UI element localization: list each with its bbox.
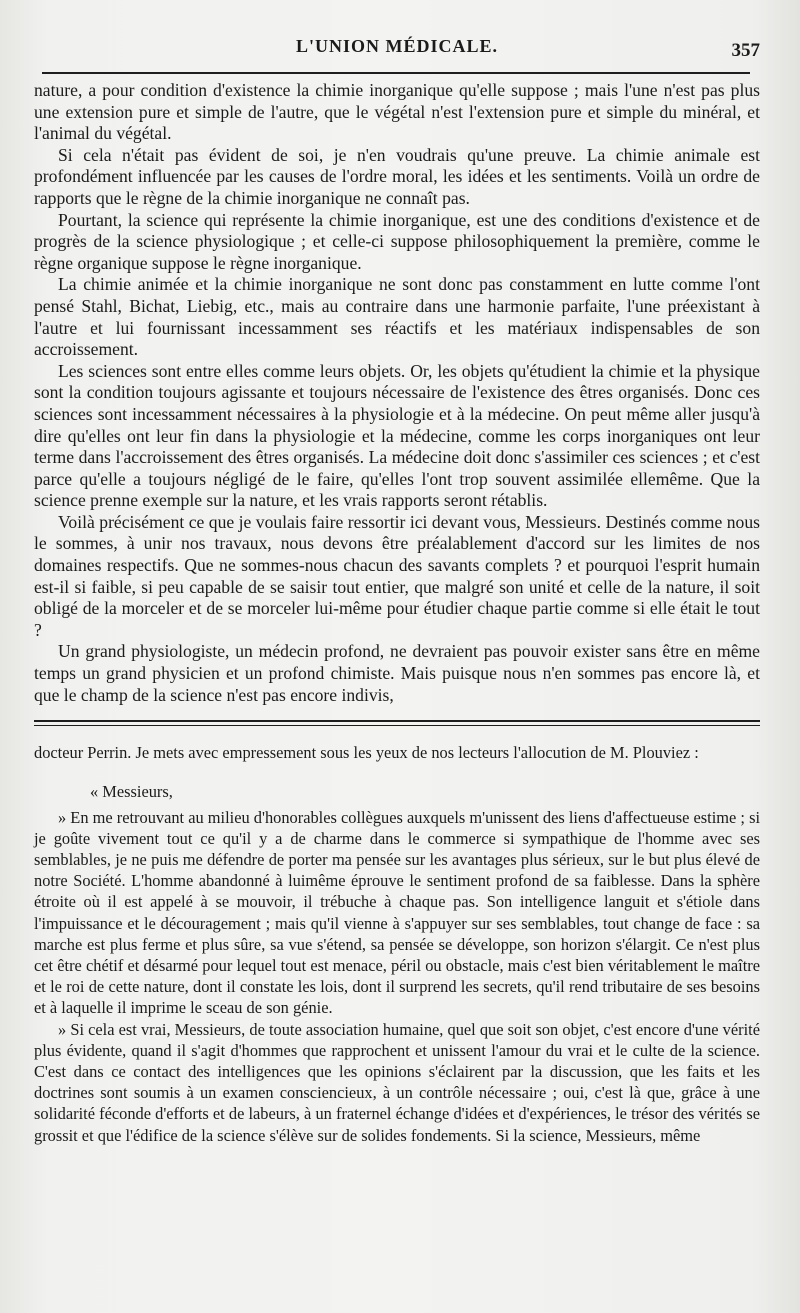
page-header [34,30,760,66]
feuilleton-text [34,742,760,1146]
header-rule [42,72,750,74]
section-divider [34,720,760,726]
main-paragraph: La chimie animée et la chimie inorganique ne sont donc pas constamment en lutte comme l'ont pensé Stahl, Bichat, Liebig, etc., mais au contraire dans une harmonie parfaite, l'une préexistant à l'autre et lui fournissant incessamment ses réactifs et les matériaux indispensables de son accroissement. [34,274,760,360]
page-number: 357 [731,40,760,61]
main-paragraph: Les sciences sont entre elles comme leurs objets. Or, les objets qu'étudient la chimie et la physique sont la condition toujours agissante et toujours nécessaire de l'existence des êtres organisés. Donc ces sciences sont incessamment nécessaires à la physiologie et à la médecine. On peut même aller jusqu'à dire qu'elles ont leur fin dans la physiologie et la médecine, comme les corps inorganiques ont leur terme dans l'accroissement des êtres organisés. La médecine doit donc s'assimiler ces sciences ; et c'est parce qu'elle a toujours négligé de le faire, qu'elles l'ont trop souvent assimilée ellemême. Que la science prenne exemple sur la nature, et les vrais rapports seront rétablis. [34,360,760,511]
main-paragraph: Si cela n'était pas évident de soi, je n'en voudrais qu'une preuve. La chimie animale est profondément influencée par les causes de l'ordre moral, les idées et les sentiments. Voilà un ordre de rapports que le règne de la chimie inorganique ne connaît pas. [34,144,760,208]
main-paragraph: Un grand physiologiste, un médecin profond, ne devraient pas pouvoir exister sans être en même temps un grand physicien et un profond chimiste. Mais puisque nous n'en sommes pas encore là, et que le champ de la science n'est pas encore indivis, [34,641,760,705]
main-paragraph: Pourtant, la science qui représente la chimie inorganique, est une des conditions d'existence et de progrès de la science physiologique ; et celle-ci suppose philosophiquement la première, comme le règne organique suppose le règne inorganique. [34,209,760,273]
main-text [34,80,760,706]
note-paragraph: » En me retrouvant au milieu d'honorables collègues auxquels m'unissent des liens d'affectueuse estime ; si je goûte vivement tout ce qu'il y a de charme dans le commerce si sympathique de l'homme avec ses semblables, je ne puis me défendre de porter ma pensée sur les avantages plus sérieux, sur le but plus élevé de notre Société. L'homme abandonné à luimême éprouve le sentiment profond de sa faiblesse. Dans la sphère étroite où il est appelé à se mouvoir, il trébuche à chaque pas. Son intelligence languit et s'étiole dans l'impuissance et le découragement ; mais qu'il vienne à s'appuyer sur ses semblables, tout change de face : sa marche est plus ferme et plus sûre, sa vue s'étend, sa pensée se développe, son horizon s'élargit. Ce n'est plus cet être chétif et désarmé pour lequel tout est menace, péril ou obstacle, mais c'est bien véritablement le maître et le roi de cette nature, dont il constate les lois, dont il surprend les secrets, qu'il rend tributaire de ses besoins et à laquelle il imprime le sceau de son génie. [34,807,760,1018]
main-paragraph: nature, a pour condition d'existence la chimie inorganique qu'elle suppose ; mais l'une n'est pas plus une extension pure et simple de l'autre, que le végétal n'est l'extension pure et simple du minéral, et l'animal du végétal. [34,80,760,144]
note-paragraph: » Si cela est vrai, Messieurs, de toute association humaine, quel que soit son objet, c'est encore d'une vérité plus évidente, quand il s'agit d'hommes que rapprochent et unissent l'amour du vrai et le culte de la science. C'est dans ce contact des intelligences que les opinions s'éclairent par la discussion, que les faits et les doctrines sont soumis à un examen consciencieux, à un contrôle nécessaire ; oui, c'est là que, grâce à une solidarité féconde d'efforts et de labeurs, à un fraternel échange d'idées et d'expériences, le trésor des vérités se grossit et que l'édifice de la science s'élève sur de solides fondements. Si la science, Messieurs, même [34,1019,760,1145]
running-head: L'UNION MÉDICALE. [295,36,499,56]
note-intro: docteur Perrin. Je mets avec empressement sous les yeux de nos lecteurs l'allocution de M. Plouviez : [34,743,699,763]
main-paragraph: Voilà précisément ce que je voulais faire ressortir ici devant vous, Messieurs. Destinés comme nous le sommes, à unir nos travaux, nous devons être préalablement d'accord sur les limites de nos domaines respectifs. Que ne sommes-nous chacun des savants complets ? et pourquoi l'esprit humain est-il si faible, si peu capable de se saisir tout entier, que malgré son unité et celle de la nature, il soit obligé de la morceler et de se morceler lui-même pour étudier chaque partie comme si elle était le tout ? [34,511,760,640]
note-salutation: « Messieurs, [90,782,173,802]
